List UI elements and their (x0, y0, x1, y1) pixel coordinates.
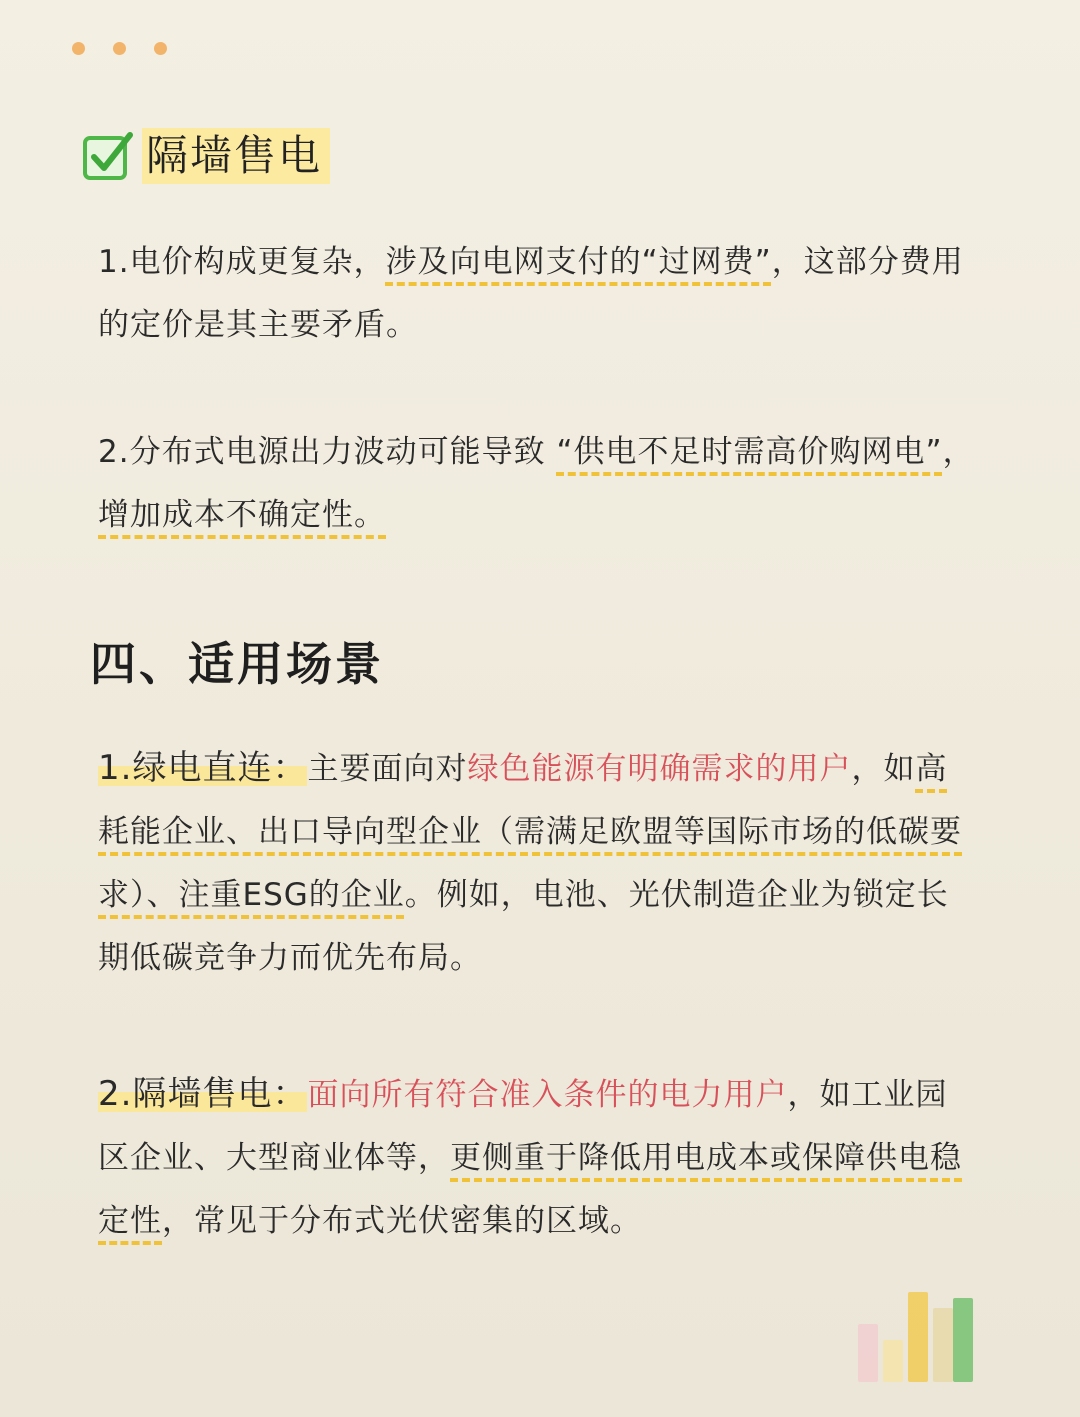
item2-underlined: 更侧重于降低用电成本或保障供电稳定性 (98, 1140, 962, 1239)
item2-lead: 2.隔墙售电： (98, 1074, 308, 1114)
para2-underlined: “供电不足时需高价购网电” (556, 434, 943, 470)
item1-lead: 1.绿电直连： (98, 748, 308, 788)
item1-red-text: 绿色能源有明确需求的用户 (467, 751, 852, 787)
item2-text: ，常见于分布式光伏密集的区域。 (162, 1203, 642, 1239)
paragraph-1 (98, 231, 978, 357)
deco-bar (858, 1324, 878, 1382)
section-tag (82, 128, 330, 184)
scenario-item-2 (98, 1063, 978, 1253)
item1-text: ，如 (851, 751, 916, 787)
item2-red-text: 面向所有符合准入条件的电力用户 (307, 1077, 788, 1113)
scenario-item-1 (98, 737, 978, 990)
item1-text: 。例如，电池、光伏制造企业为锁定长期低碳竞争力而优先布局。 (98, 877, 949, 976)
para2-underlined: 增加成本不确定性。 (98, 497, 386, 533)
deco-bar (953, 1298, 973, 1382)
item1-underlined: 高耗能企业、出口导向型企业（需满足欧盟等国际市场的低碳要求）、注重ESG的企业 (98, 751, 962, 913)
dot (113, 42, 126, 55)
para1-text: ，这部分费用的定价是其主要矛盾。 (98, 244, 964, 343)
section-tag-label: 隔墙售电 (142, 128, 330, 184)
deco-bar (908, 1292, 928, 1382)
para2-text: ， (942, 434, 975, 470)
item2-text: ，如工业园区企业、大型商业体等， (98, 1077, 948, 1176)
para1-text: 1.电价构成更复杂， (98, 244, 386, 280)
dot (72, 42, 85, 55)
paragraph-2 (98, 421, 978, 547)
decorative-bar-logo (850, 1292, 975, 1392)
header-dots (72, 42, 167, 55)
item1-text: 主要面向对 (307, 751, 468, 787)
para1-underlined: 涉及向电网支付的“过网费” (385, 244, 772, 280)
deco-bar (933, 1308, 953, 1382)
dot (154, 42, 167, 55)
para2-text: 2.分布式电源出力波动可能导致 (98, 434, 557, 470)
checkbox-checked-icon (82, 129, 136, 183)
section-heading: 四、适用场景 (90, 637, 384, 691)
deco-bar (883, 1340, 903, 1382)
